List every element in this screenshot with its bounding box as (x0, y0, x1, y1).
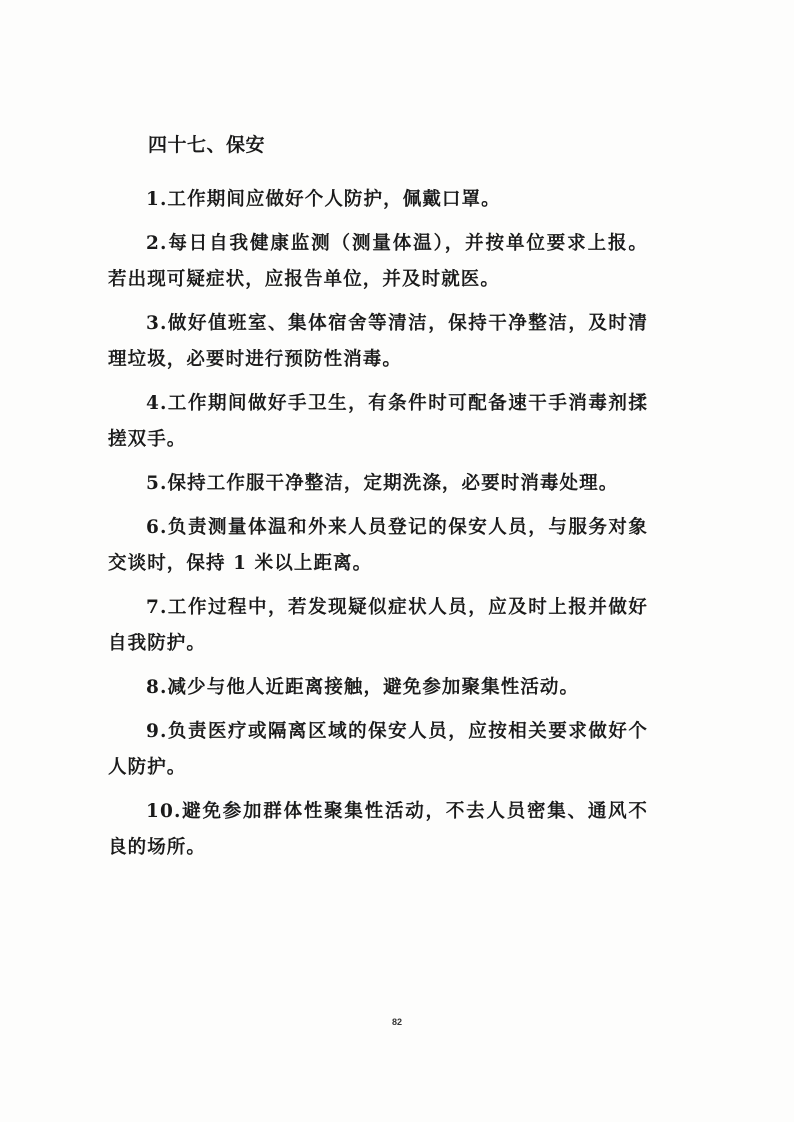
paragraph-2: 2.每日自我健康监测（测量体温），并按单位要求上报。若出现可疑症状，应报告单位，并及时就医。 (108, 233, 648, 290)
paragraph-6: 6.负责测量体温和外来人员登记的保安人员，与服务对象交谈时，保持 1 米以上距离。 (108, 517, 648, 574)
paragraph-5: 5.保持工作服干净整洁，定期洗涤，必要时消毒处理。 (146, 473, 619, 494)
paragraph-7: 7.工作过程中，若发现疑似症状人员，应及时上报并做好自我防护。 (108, 597, 648, 654)
paragraph-8: 8.减少与他人近距离接触，避免参加聚集性活动。 (146, 677, 580, 698)
paragraph-1: 1.工作期间应做好个人防护，佩戴口罩。 (146, 189, 501, 210)
paragraph-9: 9.负责医疗或隔离区域的保安人员，应按相关要求做好个人防护。 (108, 721, 648, 778)
paragraph-3: 3.做好值班室、集体宿舍等清洁，保持干净整洁，及时清理垃圾，必要时进行预防性消毒。 (108, 313, 648, 370)
section-heading: 四十七、保安 (148, 134, 266, 156)
paragraph-4: 4.工作期间做好手卫生，有条件时可配备速干手消毒剂揉搓双手。 (108, 393, 648, 450)
paragraph-10: 10.避免参加群体性聚集性活动，不去人员密集、通风不良的场所。 (108, 801, 648, 858)
document-body (108, 130, 648, 874)
page-number: 82 (391, 1017, 402, 1027)
